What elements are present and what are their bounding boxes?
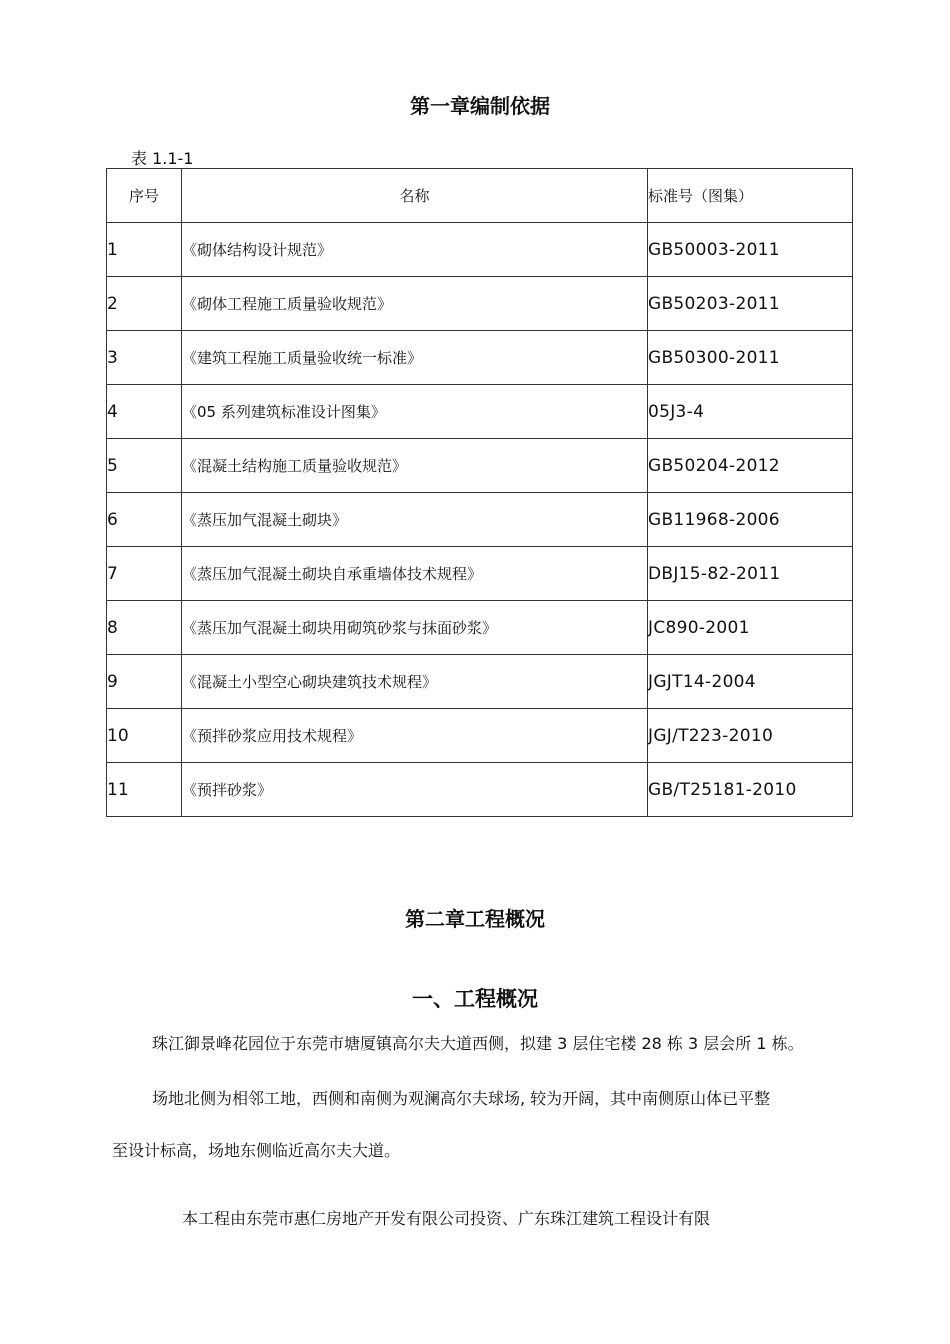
row-standard-code: GB/T25181-2010: [648, 763, 853, 817]
header-name: 名称: [182, 169, 648, 223]
chapter-1-title: 第一章编制依据: [410, 94, 550, 118]
row-standard-code: DBJ15-82-2011: [648, 547, 853, 601]
row-name: 《砌体结构设计规范》: [182, 223, 648, 277]
row-standard-code: GB50003-2011: [648, 223, 853, 277]
table-row: [107, 601, 853, 655]
row-standard-code: GB50300-2011: [648, 331, 853, 385]
table-header-row: [107, 169, 853, 223]
row-standard-code: 05J3-4: [648, 385, 853, 439]
row-number: 9: [107, 655, 182, 709]
paragraph-site: 场地北侧为相邻工地，西侧和南侧为观澜高尔夫球场, 较为开阔，其中南侧原山体已平整: [152, 1089, 771, 1108]
row-standard-code: GB50204-2012: [648, 439, 853, 493]
row-standard-code: JC890-2001: [648, 601, 853, 655]
paragraph-investor: 本工程由东莞市惠仁房地产开发有限公司投资、广东珠江建筑工程设计有限: [182, 1209, 711, 1228]
row-name: 《预拌砂浆应用技术规程》: [182, 709, 648, 763]
row-standard-code: JGJ/T223-2010: [648, 709, 853, 763]
row-name: 《蒸压加气混凝土砌块自承重墙体技术规程》: [182, 547, 648, 601]
row-name: 《混凝土小型空心砌块建筑技术规程》: [182, 655, 648, 709]
header-standard-code: 标准号（图集）: [648, 169, 853, 223]
table-row: [107, 709, 853, 763]
row-standard-code: JGJT14-2004: [648, 655, 853, 709]
table-row: [107, 385, 853, 439]
row-number: 2: [107, 277, 182, 331]
paragraph-site-continued: 至设计标高，场地东侧临近高尔夫大道。: [112, 1141, 401, 1160]
row-standard-code: GB50203-2011: [648, 277, 853, 331]
row-name: 《预拌砂浆》: [182, 763, 648, 817]
row-number: 1: [107, 223, 182, 277]
row-number: 3: [107, 331, 182, 385]
section-1-title: 一、工程概况: [412, 987, 538, 1011]
standards-table: [106, 168, 853, 817]
table-row: [107, 655, 853, 709]
row-name: 《05 系列建筑标准设计图集》: [182, 385, 648, 439]
header-number: 序号: [107, 169, 182, 223]
table-row: [107, 493, 853, 547]
table-row: [107, 331, 853, 385]
row-name: 《混凝土结构施工质量验收规范》: [182, 439, 648, 493]
table-row: [107, 439, 853, 493]
table-row: [107, 763, 853, 817]
row-number: 7: [107, 547, 182, 601]
row-standard-code: GB11968-2006: [648, 493, 853, 547]
table-row: [107, 547, 853, 601]
row-name: 《砌体工程施工质量验收规范》: [182, 277, 648, 331]
row-number: 5: [107, 439, 182, 493]
chapter-2-title: 第二章工程概况: [405, 907, 545, 931]
row-number: 6: [107, 493, 182, 547]
table-row: [107, 277, 853, 331]
row-name: 《蒸压加气混凝土砌块用砌筑砂浆与抹面砂浆》: [182, 601, 648, 655]
row-name: 《建筑工程施工质量验收统一标准》: [182, 331, 648, 385]
row-number: 4: [107, 385, 182, 439]
row-name: 《蒸压加气混凝土砌块》: [182, 493, 648, 547]
paragraph-location: 珠江御景峰花园位于东莞市塘厦镇高尔夫大道西侧，拟建 3 层住宅楼 28 栋 3 层会所 1 栋。: [152, 1034, 804, 1053]
row-number: 10: [107, 709, 182, 763]
row-number: 11: [107, 763, 182, 817]
table-caption: 表 1.1-1: [131, 149, 194, 168]
table-row: [107, 223, 853, 277]
row-number: 8: [107, 601, 182, 655]
